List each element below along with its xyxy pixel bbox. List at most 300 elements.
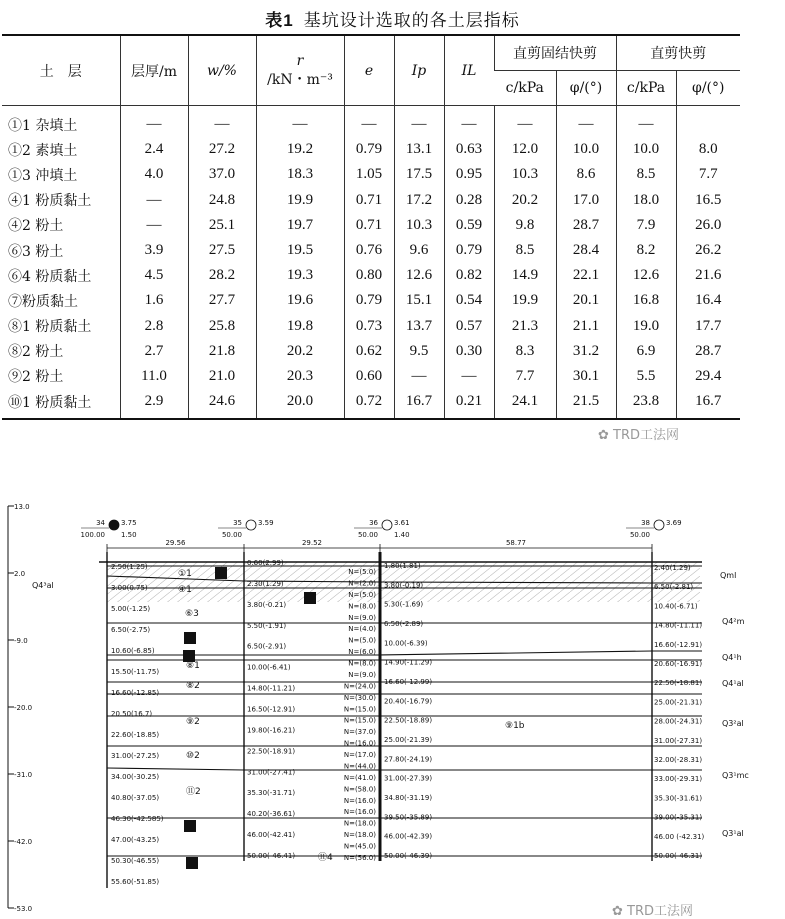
borehole-35-depth-label: 35.30(-31.71) [247, 789, 296, 798]
borehole-36-depth-label: 22.50(-18.89) [384, 716, 433, 725]
borehole-34-depth-label: 2.50(1.25) [111, 563, 148, 571]
table-cell: 10.3 [494, 162, 556, 187]
table-cell: 15.1 [394, 288, 444, 313]
spt-value: N=(41.0) [343, 773, 376, 782]
table-cell: 17.7 [676, 314, 740, 339]
borehole-35-depth-label: 40.20(-36.61) [247, 810, 296, 819]
layer-code: ⑥3 [185, 609, 199, 619]
table-cell: 10.0 [556, 137, 616, 162]
table-number: 表1 [265, 11, 294, 30]
borehole-36-depth-label: 31.00(-27.39) [384, 774, 433, 783]
table-cell: — [120, 188, 188, 213]
table-cell-layer: ⑧2 粉土 [8, 344, 64, 361]
spacing-label: 29.52 [301, 539, 323, 547]
layer-code: ⑩2 [186, 751, 200, 761]
borehole-36-depth-label: 5.30(-1.69) [384, 600, 424, 609]
borehole-38-depth-label: 10.40(-6.71) [654, 602, 698, 611]
table-cell: 30.1 [556, 364, 616, 389]
table-cell: 18.0 [616, 188, 676, 213]
table-cell: 26.0 [676, 213, 740, 238]
table-cell: 19.8 [256, 314, 344, 339]
table-cell: 0.79 [444, 238, 494, 263]
table-cell: 24.1 [494, 389, 556, 419]
borehole-35-depth-label: 46.00(-42.41) [247, 831, 296, 840]
table-cell: 6.9 [616, 339, 676, 364]
spt-value: N=(45.0) [343, 842, 376, 851]
borehole-symbol [246, 520, 256, 530]
table-row [2, 106, 740, 138]
geologic-age-label: Q3¹al [722, 829, 744, 838]
borehole-38-depth-label: 25.00(-21.31) [654, 698, 703, 707]
scale-label: -31.0 [14, 771, 33, 779]
header-friction-2: φ/(°) [676, 71, 740, 106]
table-cell: 19.2 [256, 137, 344, 162]
header-friction-1: φ/(°) [556, 71, 616, 106]
table-cell-layer: ⑥4 粉质黏土 [8, 268, 92, 285]
header-thickness: 层厚/m [120, 35, 188, 106]
table-cell: 12.6 [394, 263, 444, 288]
scale-label: 13.0 [14, 503, 30, 511]
borehole-34-depth-label: 16.60(-12.85) [111, 689, 160, 697]
table-row [2, 238, 740, 263]
borehole-36-depth-label: 27.80(-24.19) [384, 755, 433, 764]
borehole-35-depth-label: 31.00(-27.41) [247, 768, 296, 777]
scale-label: -20.0 [14, 704, 33, 712]
table-cell: 16.4 [676, 288, 740, 313]
table-cell: — [120, 213, 188, 238]
header-water-content: w/% [188, 35, 256, 106]
table-cell: 21.1 [556, 314, 616, 339]
borehole-35-depth-label: 0.60(2.99) [247, 559, 284, 567]
header-consolidated-shear: 直剪固结快剪 [494, 35, 616, 71]
table-cell [676, 106, 740, 138]
spt-value: N=(18.0) [343, 819, 376, 828]
spt-value: N=(44.0) [343, 762, 376, 771]
table-cell: 17.5 [394, 162, 444, 187]
borehole-38-depth-label: 32.00(-28.31) [654, 756, 703, 764]
header-void-ratio: e [344, 35, 394, 106]
table-cell: 9.5 [394, 339, 444, 364]
table-row [2, 364, 740, 389]
table-cell: 19.3 [256, 263, 344, 288]
header-r-unit: /kN・m⁻³ [267, 71, 333, 88]
borehole-34-depth-label: 50.30(-46.55) [111, 857, 160, 865]
table-cell: 17.0 [556, 188, 616, 213]
table-cell: 8.6 [556, 162, 616, 187]
layer-code: ①1 [178, 569, 192, 579]
stratum-boundary [107, 768, 702, 770]
table-cell: 21.6 [676, 263, 740, 288]
table-cell: 0.79 [344, 288, 394, 313]
table-cell: — [344, 106, 394, 138]
stratum-boundary [107, 651, 702, 655]
borehole-36-depth-label: 46.00(-42.39) [384, 832, 433, 841]
table-cell: 0.21 [444, 389, 494, 419]
borehole-38-depth-label: 22.50(-18.81) [654, 679, 703, 688]
table-cell: 2.4 [120, 137, 188, 162]
borehole-36-depth-label: 10.00(-6.39) [384, 639, 428, 648]
borehole-symbol [109, 520, 119, 530]
table-cell: 19.9 [256, 188, 344, 213]
borehole-34-depth-label: 40.80(-37.05) [111, 794, 160, 802]
watermark-text-2: TRD工法网 [627, 904, 694, 919]
table-cell: 0.71 [344, 213, 394, 238]
table-row [2, 137, 740, 162]
borehole-elevation: 3.61 [394, 519, 410, 527]
table-row [2, 162, 740, 187]
table-caption [0, 6, 785, 31]
borehole-34-depth-label: 20.50(16.7) [111, 710, 153, 718]
geologic-age-label: Q4³al [32, 581, 54, 590]
table-cell-layer: ④2 粉土 [8, 218, 64, 235]
table-cell: 3.9 [120, 238, 188, 263]
table-cell: 17.2 [394, 188, 444, 213]
header-unit-weight [256, 35, 344, 106]
table-title: 基坑设计选取的各土层指标 [303, 11, 520, 31]
table-cell: 21.0 [188, 364, 256, 389]
borehole-38-depth-label: 14.80(-11.11) [654, 621, 703, 630]
table-cell: 5.5 [616, 364, 676, 389]
spt-value: N=(4.0) [348, 625, 376, 634]
borehole-38-depth-label: 2.40(1.29) [654, 564, 691, 572]
table-cell: 4.0 [120, 162, 188, 187]
table-cell: — [444, 106, 494, 138]
table-cell: 19.9 [494, 288, 556, 313]
table-cell: 27.2 [188, 137, 256, 162]
borehole-34-depth-label: 55.60(-51.85) [111, 878, 160, 886]
table-cell: 10.0 [616, 137, 676, 162]
borehole-depth: 50.00 [357, 531, 378, 539]
spt-value: N=(16.0) [343, 739, 376, 748]
table-cell: 9.6 [394, 238, 444, 263]
sample-marker [215, 567, 227, 579]
table-cell: 16.8 [616, 288, 676, 313]
scale-label: -9.0 [14, 637, 28, 645]
borehole-34-depth-label: 5.00(-1.25) [111, 605, 151, 613]
table-cell: — [394, 106, 444, 138]
table-cell: 26.2 [676, 238, 740, 263]
borehole-35-depth-label: 14.80(-11.21) [247, 684, 296, 693]
borehole-depth: 100.00 [80, 531, 105, 539]
table-cell: 0.71 [344, 188, 394, 213]
table-cell: 22.1 [556, 263, 616, 288]
table-cell: 29.4 [676, 364, 740, 389]
scale-label: 2.0 [14, 570, 26, 578]
table-row [2, 288, 740, 313]
borehole-symbol [382, 520, 392, 530]
soil-parameter-table [2, 34, 740, 420]
geologic-age-label: Qml [720, 571, 737, 580]
spacing-label: 58.77 [505, 539, 527, 547]
table-cell: 1.6 [120, 288, 188, 313]
borehole-35-depth-label: 3.80(-0.21) [247, 600, 287, 609]
table-cell: 16.7 [394, 389, 444, 419]
sample-marker [186, 857, 198, 869]
spt-value: N=(8.0) [348, 659, 376, 668]
borehole-id: 35 [233, 519, 242, 527]
table-cell: 20.3 [256, 364, 344, 389]
sample-marker [304, 592, 316, 604]
borehole-symbol [654, 520, 664, 530]
table-cell: 0.72 [344, 389, 394, 419]
table-cell: 0.95 [444, 162, 494, 187]
table-cell: 19.0 [616, 314, 676, 339]
borehole-35-depth-label: 19.80(-16.21) [247, 726, 296, 735]
table-cell-layer: ⑥3 粉土 [8, 243, 64, 260]
table-cell: 19.5 [256, 238, 344, 263]
table-cell: 16.7 [676, 389, 740, 419]
table-cell: — [494, 106, 556, 138]
table-cell: 0.30 [444, 339, 494, 364]
geologic-age-label: Q3¹mc [722, 771, 749, 780]
table-cell: 25.8 [188, 314, 256, 339]
header-soil-layer: 土 层 [2, 35, 120, 106]
header-quick-shear: 直剪快剪 [616, 35, 740, 71]
table-cell: 0.54 [444, 288, 494, 313]
borehole-38-depth-label: 50.00(-46.31) [654, 852, 703, 860]
borehole-36-depth-label: 16.60(-12.99) [384, 678, 433, 686]
table-cell-layer: ⑩1 粉质黏土 [2, 389, 120, 419]
table-cell-layer: ⑦粉质黏土 [8, 293, 78, 310]
table-cell: — [616, 106, 676, 138]
table-body [2, 106, 740, 420]
spt-value: N=(5.0) [348, 590, 376, 599]
table-cell-layer: ①1 杂填土 [8, 117, 78, 134]
table-row [2, 263, 740, 288]
layer-code: ⑨1b [505, 721, 525, 731]
borehole-id: 36 [369, 519, 378, 527]
table-cell: 2.9 [120, 389, 188, 419]
table-cell: 16.5 [676, 188, 740, 213]
table-cell: 27.7 [188, 288, 256, 313]
table-cell: — [556, 106, 616, 138]
borehole-36-depth-label: 39.50(-35.89) [384, 813, 433, 822]
borehole-38-depth-label: 33.00(-29.31) [654, 775, 703, 784]
header-liquidity-index: IL [444, 35, 494, 106]
layer-code: ⑨2 [186, 717, 200, 727]
table-cell-layer: ⑧1 粉质黏土 [8, 319, 92, 336]
table-row [2, 213, 740, 238]
layer-code: ⑧1 [186, 661, 200, 671]
spt-value: N=(58.0) [343, 785, 376, 794]
layer-code: ⑧2 [186, 681, 200, 691]
borehole-elevation: 3.59 [258, 519, 274, 527]
table-cell: 25.1 [188, 213, 256, 238]
borehole-34-depth-label: 34.00(-30.25) [111, 773, 160, 781]
table-cell: 21.5 [556, 389, 616, 419]
table-cell: 20.2 [494, 188, 556, 213]
borehole-38-depth-label: 16.60(-12.91) [654, 640, 703, 649]
borehole-35-depth-label: 16.50(-12.91) [247, 705, 296, 714]
table-cell: 20.1 [556, 288, 616, 313]
table-cell-layer: ①2 素填土 [8, 142, 78, 159]
spt-value: N=(15.0) [343, 716, 376, 725]
borehole-36-depth-label: 20.40(-16.79) [384, 697, 433, 706]
spt-value: N=(30.0) [343, 693, 376, 702]
table-cell: 8.3 [494, 339, 556, 364]
borehole-36-depth-label: 25.00(-21.39) [384, 736, 433, 744]
table-cell: 2.8 [120, 314, 188, 339]
spt-value: N=(16.0) [343, 796, 376, 805]
table-cell: 12.6 [616, 263, 676, 288]
borehole-35-depth-label: 6.50(-2.91) [247, 642, 287, 651]
spt-value: N=(17.0) [343, 751, 376, 760]
table-row [2, 339, 740, 364]
borehole-36-depth-label: 6.50(-2.89) [384, 620, 424, 628]
table-cell: 8.0 [676, 137, 740, 162]
table-cell-layer: ①3 冲填土 [8, 167, 78, 184]
borehole-38-depth-label: 28.00(-24.31) [654, 717, 703, 726]
borehole-34-depth-label: 3.00(0.75) [111, 584, 148, 592]
table-cell: 20.2 [256, 339, 344, 364]
table-cell: 4.5 [120, 263, 188, 288]
table-cell: 24.6 [188, 389, 256, 419]
table-cell: 18.3 [256, 162, 344, 187]
geologic-age-label: Q3²al [722, 719, 744, 728]
table-cell: 31.2 [556, 339, 616, 364]
borehole-34-depth-label: 47.00(-43.25) [111, 836, 160, 844]
table-cell: — [188, 106, 256, 138]
table-cell: 8.5 [494, 238, 556, 263]
table-cell: 0.73 [344, 314, 394, 339]
table-cell-layer: ⑨2 粉土 [8, 369, 64, 386]
geological-profile [0, 488, 785, 916]
watermark-text: TRD工法网 [613, 428, 680, 443]
geologic-age-label: Q4²m [722, 617, 745, 626]
borehole-36-depth-label: 1.80(1.81) [384, 562, 421, 570]
spt-value: N=(56.0) [343, 854, 376, 862]
borehole-depth: 50.00 [629, 531, 650, 539]
table-cell: — [256, 106, 344, 138]
table-cell: 28.2 [188, 263, 256, 288]
borehole-35-depth-label: 5.50(-1.91) [247, 621, 287, 630]
borehole-38-depth-label: 6.50(-2.81) [654, 583, 694, 592]
table-cell: 9.8 [494, 213, 556, 238]
geologic-age-label: Q4¹al [722, 679, 744, 688]
header-cohesion-2: c/kPa [616, 71, 676, 106]
table-cell: 14.9 [494, 263, 556, 288]
spt-value: N=(8.0) [348, 602, 376, 611]
spt-value: N=(37.0) [343, 728, 376, 737]
geologic-age-label: Q4¹h [722, 653, 742, 662]
spt-value: N=(5.0) [348, 568, 376, 576]
borehole-id: 34 [96, 519, 105, 527]
table-row [2, 314, 740, 339]
borehole-depth: 50.00 [221, 531, 242, 539]
table-cell: 24.8 [188, 188, 256, 213]
table-cell: 0.63 [444, 137, 494, 162]
table-cell: 7.9 [616, 213, 676, 238]
borehole-water-level: 1.50 [121, 531, 137, 539]
table-cell: 20.0 [256, 389, 344, 419]
scale-label: -42.0 [14, 838, 33, 846]
table-cell: — [394, 364, 444, 389]
table-cell: 28.4 [556, 238, 616, 263]
table-cell: 0.80 [344, 263, 394, 288]
borehole-34-depth-label: 10.60(-6.85) [111, 647, 155, 655]
table-cell: 0.82 [444, 263, 494, 288]
table-cell: 21.3 [494, 314, 556, 339]
spt-value: N=(2.0) [348, 579, 376, 588]
table-cell: 8.2 [616, 238, 676, 263]
sample-marker [184, 632, 196, 644]
spt-value: N=(24.0) [343, 682, 376, 691]
table-row [2, 389, 740, 419]
table-cell: 0.62 [344, 339, 394, 364]
borehole-35-depth-label: 10.00(-6.41) [247, 663, 291, 672]
borehole-34-depth-label: 6.50(-2.75) [111, 626, 151, 634]
spt-value: N=(9.0) [348, 670, 376, 679]
borehole-35-depth-label: 22.50(-18.91) [247, 747, 296, 756]
spt-value: N=(5.0) [348, 636, 376, 645]
table-cell: — [120, 106, 188, 138]
table-cell: 12.0 [494, 137, 556, 162]
table-cell: 37.0 [188, 162, 256, 187]
table-cell: 0.57 [444, 314, 494, 339]
borehole-34-depth-label: 46.30(-42.585) [111, 815, 164, 823]
borehole-34-depth-label: 15.50(-11.75) [111, 668, 160, 676]
table-cell: 13.7 [394, 314, 444, 339]
borehole-36-depth-label: 50.00(-46.39) [384, 852, 433, 860]
borehole-38-depth-label: 20.60(-16.91) [654, 660, 703, 668]
table-cell: 2.7 [120, 339, 188, 364]
table-cell: 11.0 [120, 364, 188, 389]
borehole-34-depth-label: 31.00(-27.25) [111, 752, 160, 760]
header-cohesion-1: c/kPa [494, 71, 556, 106]
borehole-38-depth-label: 46.00 (-42.31) [654, 832, 705, 841]
watermark-top: ✿ TRD工法网 [598, 428, 680, 443]
table-row [2, 188, 740, 213]
spacing-label: 29.56 [165, 539, 186, 547]
table-cell: 0.60 [344, 364, 394, 389]
spt-value: N=(9.0) [348, 613, 376, 622]
table-cell-layer: ④1 粉质黏土 [8, 193, 92, 210]
borehole-35-depth-label: 2.30(1.29) [247, 579, 284, 588]
borehole-36-depth-label: 3.80(-0.19) [384, 581, 424, 590]
table-cell: 28.7 [676, 339, 740, 364]
borehole-38-depth-label: 31.00(-27.31) [654, 736, 703, 745]
table-cell: 13.1 [394, 137, 444, 162]
spt-value: N=(18.0) [343, 831, 376, 840]
table-cell: 28.7 [556, 213, 616, 238]
layer-code: ⑪4 [318, 853, 333, 863]
scale-label: -53.0 [14, 905, 33, 913]
table-cell: 0.59 [444, 213, 494, 238]
table-cell: 1.05 [344, 162, 394, 187]
watermark-bottom: ✿ TRD工法网 [612, 904, 694, 919]
borehole-36-depth-label: 34.80(-31.19) [384, 794, 433, 802]
table-cell: — [444, 364, 494, 389]
table-cell: 0.76 [344, 238, 394, 263]
layer-code: ④1 [178, 585, 192, 595]
table-cell: 0.79 [344, 137, 394, 162]
header-r-symbol: r [296, 52, 304, 69]
spt-value: N=(6.0) [348, 648, 376, 657]
borehole-34-depth-label: 22.60(-18.85) [111, 731, 160, 739]
borehole-id: 38 [641, 519, 650, 527]
borehole-36-depth-label: 14.90(-11.29) [384, 658, 433, 667]
table-cell: 23.8 [616, 389, 676, 419]
table-cell: 8.5 [616, 162, 676, 187]
table-cell: 7.7 [494, 364, 556, 389]
table-cell: 0.28 [444, 188, 494, 213]
table-cell: 10.3 [394, 213, 444, 238]
sample-marker [184, 820, 196, 832]
borehole-38-depth-label: 35.30(-31.61) [654, 794, 703, 803]
table-cell: 7.7 [676, 162, 740, 187]
borehole-elevation: 3.69 [666, 519, 682, 527]
spt-value: N=(16.0) [343, 808, 376, 817]
